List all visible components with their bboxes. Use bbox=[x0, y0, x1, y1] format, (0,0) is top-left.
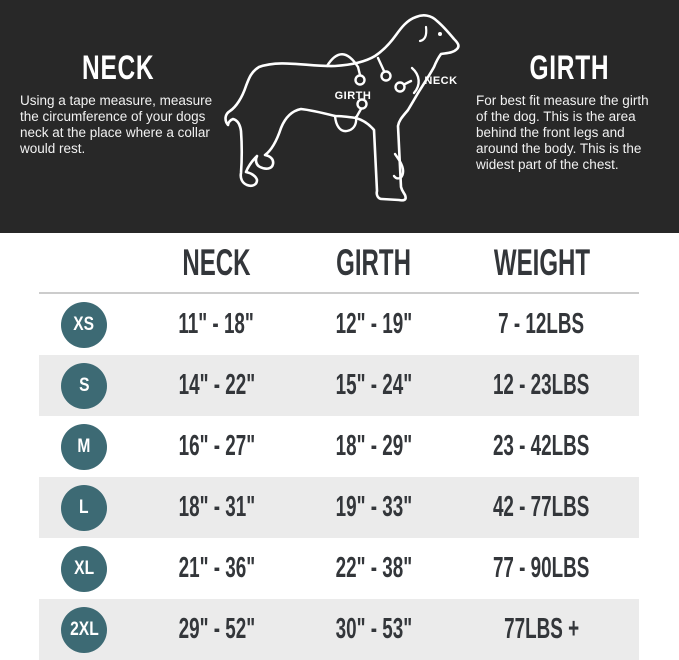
table-header-row bbox=[39, 233, 639, 292]
column-header-girth: GIRTH bbox=[336, 241, 412, 283]
size-badge-cell bbox=[39, 424, 129, 470]
size-badge: XS bbox=[61, 302, 107, 348]
girth-strap-drop-line bbox=[358, 67, 360, 75]
neck-range-cell: 21" - 36" bbox=[178, 552, 255, 584]
neck-info-title bbox=[20, 50, 216, 86]
girth-range-cell: 22" - 38" bbox=[335, 552, 413, 584]
size-badge: 2XL bbox=[61, 607, 107, 653]
girth-range-cell: 19" - 33" bbox=[335, 491, 413, 523]
neck-info-title-text: NECK bbox=[81, 49, 155, 87]
size-badge-cell bbox=[39, 546, 129, 592]
neck-range-cell: 14" - 22" bbox=[178, 369, 255, 401]
table-row bbox=[39, 355, 639, 416]
size-badge-cell bbox=[39, 363, 129, 409]
weight-range-cell: 77LBS + bbox=[504, 613, 579, 645]
dog-ear-icon bbox=[420, 27, 426, 41]
collar-curve bbox=[412, 68, 419, 93]
weight-range-cell: 23 - 42LBS bbox=[493, 430, 590, 462]
size-badge: S bbox=[61, 363, 107, 409]
size-chart-table bbox=[0, 233, 679, 660]
table-row bbox=[39, 538, 639, 599]
neck-measure-label: NECK bbox=[424, 75, 458, 87]
neck-info-block bbox=[20, 50, 216, 157]
weight-range-cell: 77 - 90LBS bbox=[493, 552, 590, 584]
weight-range-cell: 7 - 12LBS bbox=[498, 308, 585, 340]
dog-far-front-leg bbox=[394, 154, 403, 178]
measure-dot-shoulder bbox=[382, 72, 391, 81]
shoulder-strap-line bbox=[378, 58, 384, 71]
dog-eye-icon bbox=[438, 32, 442, 36]
size-badge-cell bbox=[39, 485, 129, 531]
table-row bbox=[39, 294, 639, 355]
dog-body-outline bbox=[226, 15, 459, 200]
size-badge-cell bbox=[39, 607, 129, 653]
neck-range-cell: 29" - 52" bbox=[178, 613, 255, 645]
girth-info-title bbox=[476, 50, 662, 86]
girth-range-cell: 18" - 29" bbox=[335, 430, 413, 462]
girth-info-block bbox=[476, 50, 662, 173]
weight-range-cell: 42 - 77LBS bbox=[493, 491, 590, 523]
girth-info-description: For best fit measure the girth of the dog. This is the area behind the front legs and around the body. This is the widest part of the chest. bbox=[476, 93, 649, 172]
girth-range-cell: 12" - 19" bbox=[335, 308, 413, 340]
column-header-neck: NECK bbox=[182, 241, 251, 283]
girth-info-title-text: GIRTH bbox=[529, 49, 609, 87]
girth-drop-line-lower bbox=[357, 109, 361, 116]
neck-info-description: Using a tape measure, measure the circumference of your dogs neck at the place where a collar would rest. bbox=[20, 93, 213, 156]
dog-outline-icon bbox=[223, 4, 461, 218]
size-badge-cell bbox=[39, 302, 129, 348]
weight-range-cell: 12 - 23LBS bbox=[493, 369, 590, 401]
measure-dot-neck bbox=[396, 83, 405, 92]
size-badge: XL bbox=[61, 546, 107, 592]
column-header-weight: WEIGHT bbox=[493, 241, 590, 283]
table-row bbox=[39, 477, 639, 538]
girth-measure-label: GIRTH bbox=[334, 90, 372, 102]
girth-range-cell: 15" - 24" bbox=[335, 369, 413, 401]
neck-range-cell: 11" - 18" bbox=[178, 308, 255, 340]
dog-diagram bbox=[223, 4, 461, 218]
size-table-body bbox=[0, 294, 679, 660]
hero-section bbox=[0, 0, 679, 233]
neck-range-cell: 16" - 27" bbox=[178, 430, 255, 462]
table-row bbox=[39, 599, 639, 660]
table-row bbox=[39, 416, 639, 477]
size-badge: L bbox=[61, 485, 107, 531]
measure-dot-chest bbox=[356, 76, 365, 85]
size-badge: M bbox=[61, 424, 107, 470]
neck-range-cell: 18" - 31" bbox=[178, 491, 255, 523]
girth-range-cell: 30" - 53" bbox=[335, 613, 413, 645]
